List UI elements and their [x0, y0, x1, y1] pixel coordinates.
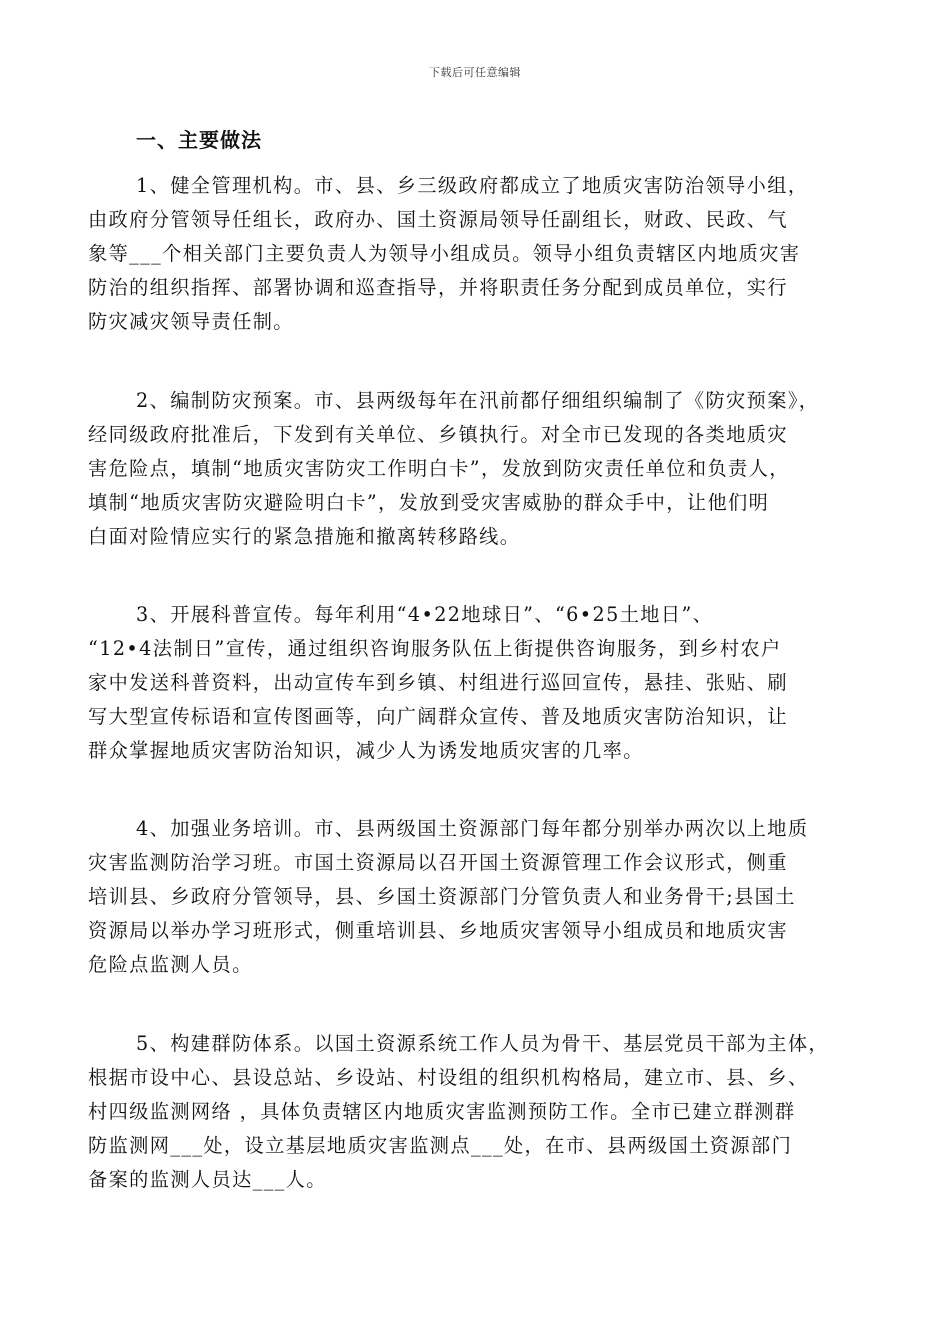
paragraph-2 — [88, 384, 878, 554]
paragraph-line: 根据市设中心、县设总站、乡设站、村设组的组织机构格局，建立市、县、乡、 — [88, 1066, 809, 1089]
paragraph-line: “12•4法制日”宣传，通过组织咨询服务队伍上街提供咨询服务，到乡村农户 — [88, 637, 782, 660]
paragraph-line: 经同级政府批准后，下发到有关单位、乡镇执行。对全市已发现的各类地质灾 — [88, 423, 788, 446]
paragraph-line: 白面对险情应实行的紧急措施和撤离转移路线。 — [88, 525, 521, 548]
paragraph-line: 2、编制防灾预案。市、县两级每年在汛前都仔细组织编制了《防灾预案》， — [136, 389, 820, 412]
paragraph-line: 由政府分管领导任组长，政府办、国土资源局领导任副组长，财政、民政、气 — [88, 208, 788, 231]
paragraph-line: 灾害监测防治学习班。市国土资源局以召开国土资源管理工作会议形式，侧重 — [88, 851, 788, 874]
paragraph-line: 防灾减灾领导责任制。 — [88, 310, 294, 333]
paragraph-line: 培训县、乡政府分管领导，县、乡国土资源部门分管负责人和业务骨干;县国土 — [88, 885, 796, 908]
paragraph-line: 村四级监测网络 ，具体负责辖区内地质灾害监测预防工作。全市已建立群测群 — [88, 1100, 796, 1123]
paragraph-line: 害危险点，填制“地质灾害防灾工作明白卡”，发放到防灾责任单位和负责人， — [88, 457, 790, 480]
paragraph-line: 防治的组织指挥、部署协调和巡查指导，并将职责任务分配到成员单位，实行 — [88, 276, 788, 299]
paragraph-line: 4、加强业务培训。市、县两级国土资源部门每年都分别举办两次以上地质 — [136, 817, 809, 840]
paragraph-line: 群众掌握地质灾害防治知识，减少人为诱发地质灾害的几率。 — [88, 739, 644, 762]
paragraph-3 — [88, 598, 878, 768]
paragraph-line: 象等___个相关部门主要负责人为领导小组成员。领导小组负责辖区内地质灾害 — [88, 242, 801, 265]
paragraph-line: 备案的监测人员达___人。 — [88, 1168, 327, 1191]
paragraph-line: 家中发送科普资料，出动宣传车到乡镇、村组进行巡回宣传，悬挂、张贴、刷 — [88, 671, 788, 694]
page-header-note: 下载后可任意编辑 — [429, 66, 521, 79]
paragraph-4 — [88, 812, 878, 982]
paragraph-5 — [88, 1027, 878, 1197]
paragraph-line: 资源局以举办学习班形式，侧重培训县、乡地质灾害领导小组成员和地质灾害 — [88, 919, 788, 942]
paragraph-line: 1、健全管理机构。市、县、乡三级政府都成立了地质灾害防治领导小组， — [136, 174, 809, 197]
paragraph-line: 填制“地质灾害防灾避险明白卡”，发放到受灾害威胁的群众手中，让他们明 — [88, 491, 770, 514]
paragraph-line: 5、构建群防体系。以国土资源系统工作人员为骨干、基层党员干部为主体， — [136, 1032, 829, 1055]
paragraph-line: 防监测网___处，设立基层地质灾害监测点___处，在市、县两级国土资源部门 — [88, 1134, 793, 1157]
paragraph-line: 写大型宣传标语和宣传图画等，向广阔群众宣传、普及地质灾害防治知识，让 — [88, 705, 788, 728]
paragraph-1 — [88, 169, 878, 339]
paragraph-line: 3、开展科普宣传。每年利用“4•22地球日”、“6•25土地日”、 — [136, 603, 714, 626]
section-heading: 一、主要做法 — [136, 128, 262, 152]
paragraph-line: 危险点监测人员。 — [88, 953, 253, 976]
